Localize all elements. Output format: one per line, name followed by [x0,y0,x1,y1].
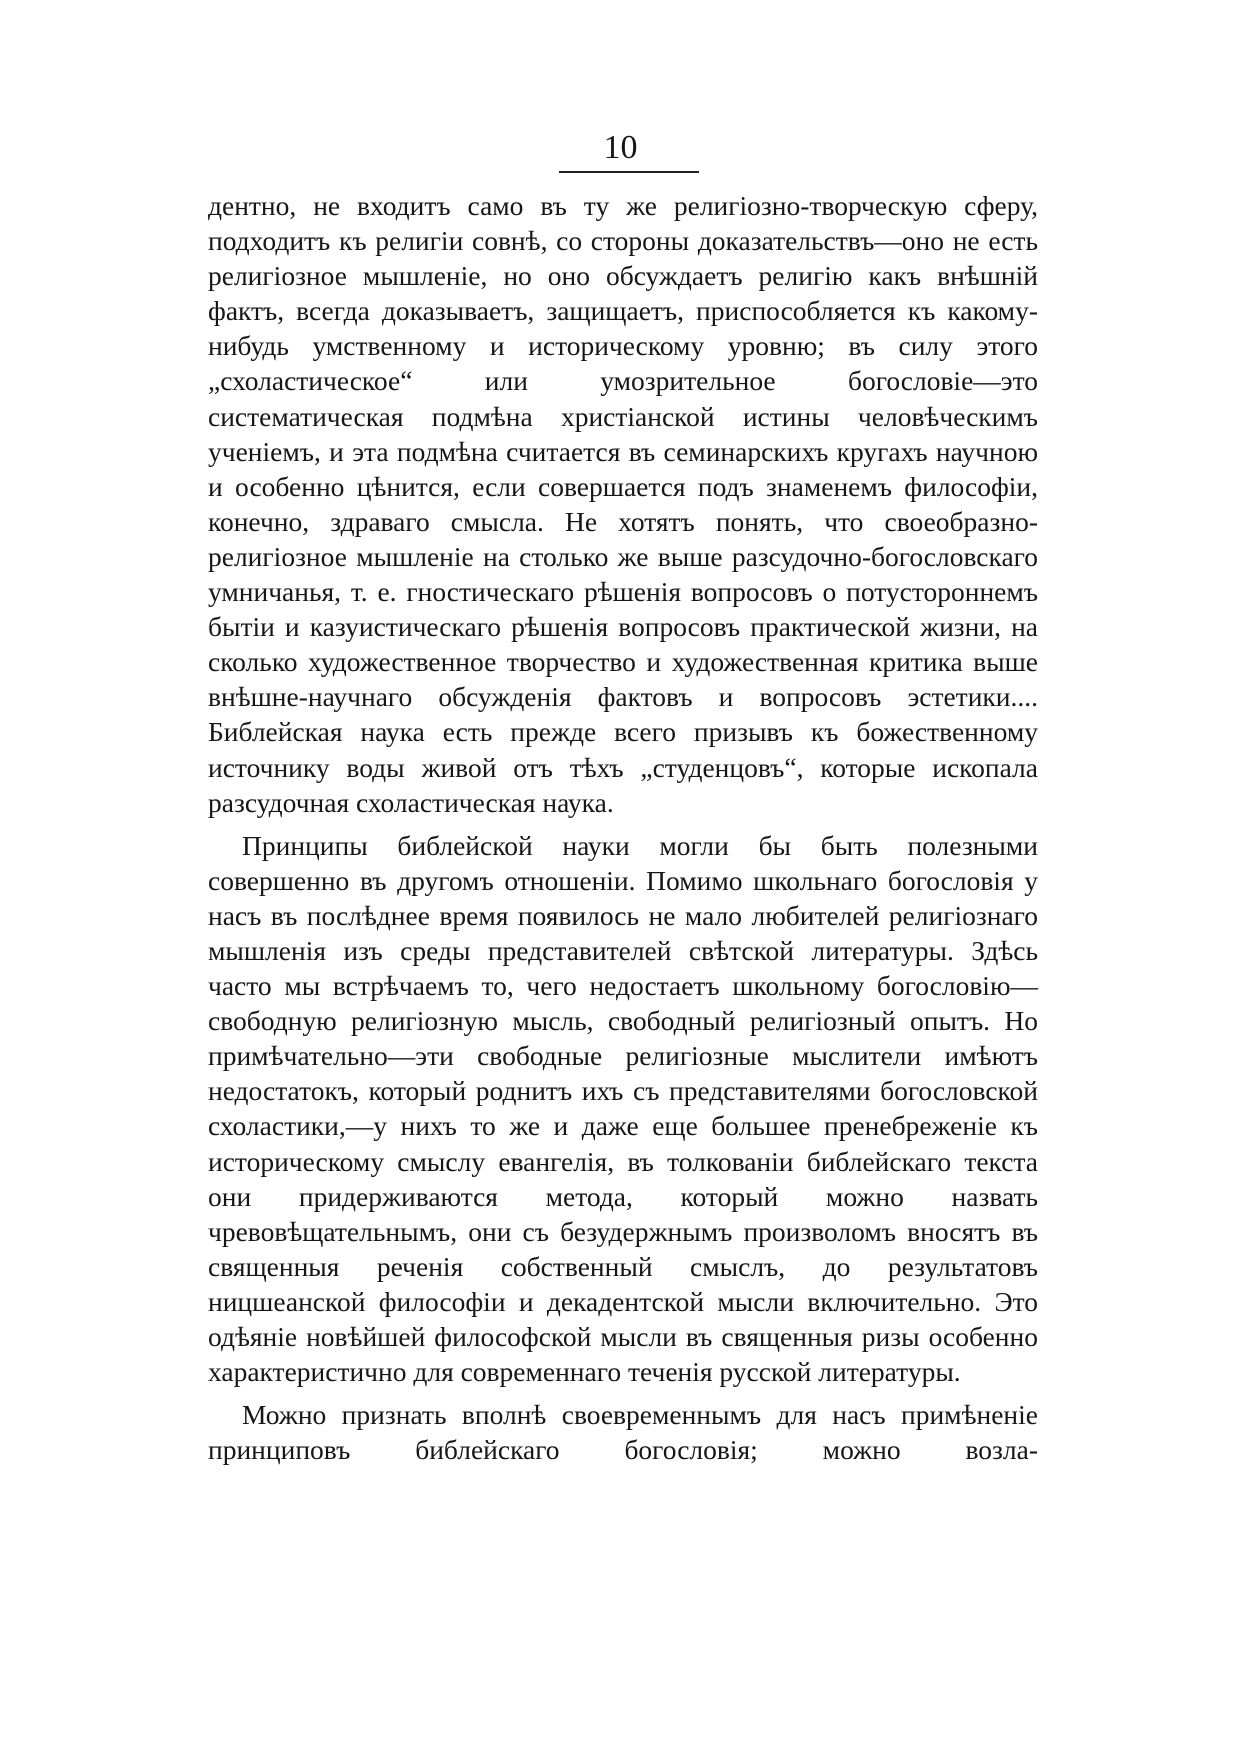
page-number: 10 [603,129,638,166]
body-text [208,188,1038,1475]
paragraph: дентно, не входитъ само въ ту же религіозно-творческую сферу, подходитъ къ религіи совнѣ, со стороны доказательствъ—оно не есть религіозное мышленіе, но оно обсуждаетъ религію какъ внѣшній фактъ, всегда доказываетъ, защищаетъ, приспособляется къ какому-нибудь умственному и историческому уровню; въ силу этого „схоластическое“ или умозрительное богословіе—это систематическая подмѣна христіанской истины человѣческимъ ученіемъ, и эта подмѣна считается въ семинарскихъ кругахъ научною и особенно цѣнится, если совершается подъ знаменемъ философіи, конечно, здраваго смысла. Не хотятъ понять, что своеобразно-религіозное мышленіе на столько же выше разсудочно-богословскаго умничанья, т. е. гностическаго рѣшенія вопросовъ о потустороннемъ бытіи и казуистическаго рѣшенія вопросовъ практической жизни, на сколько художественное творчество и художественная критика выше внѣшне-научнаго обсужденія фактовъ и вопросовъ эстетики.... Библейская наука есть прежде всего призывъ къ божественному источнику воды живой отъ тѣхъ „студенцовъ“, которые ископала разсудочная схоластическая наука. [208,190,1038,818]
paragraph: Можно признать вполнѣ своевременнымъ для насъ примѣненіе принциповъ библейскаго богословія; можно возла- [208,1399,1038,1466]
paragraph: Принципы библейской науки могли бы быть полезными совершенно въ другомъ отношеніи. Помимо школьнаго богословія у насъ въ послѣднее время появилось не мало любителей религіознаго мышленія изъ среды представителей свѣтской литературы. Здѣсь часто мы встрѣчаемъ то, чего недостаетъ школьному богословію—свободную религіозную мысль, свободный религіозный опытъ. Но примѣчательно—эти свободные религіозные мыслители имѣютъ недостатокъ, который роднитъ ихъ съ представителями богословской схоластики,—у нихъ то же и даже еще большее пренебреженіе къ историческому смыслу евангелія, въ толкованіи библейскаго текста они придерживаются метода, который можно назвать чревовѣщательнымъ, они съ безудержнымъ произволомъ вносятъ въ священныя реченія собственный смыслъ, до результатовъ ницшеанской философіи и декадентской мысли включительно. Это одѣяніе новѣйшей философской мысли въ священныя ризы особенно характеристично для современнаго теченія русской литературы. [208,829,1038,1388]
page-number-rule [559,171,699,173]
